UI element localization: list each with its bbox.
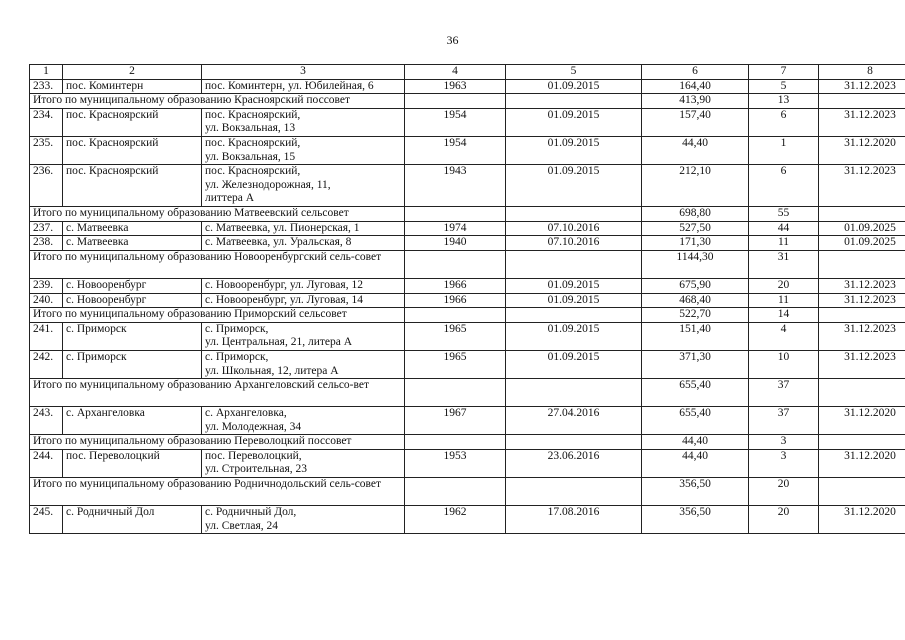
year-cell: 1974 — [405, 221, 506, 236]
empty-cell — [506, 435, 642, 450]
column-header: 8 — [819, 65, 905, 80]
area-cell: 371,30 — [642, 350, 749, 378]
column-header: 2 — [63, 65, 202, 80]
area-cell: 655,40 — [642, 407, 749, 435]
subtotal-row — [30, 308, 905, 323]
subtotal-row — [30, 207, 905, 222]
address-cell — [202, 136, 405, 164]
subtotal-residents: 3 — [749, 435, 819, 450]
subtotal-label: Итого по муниципальному образованию Новооренбургский сель-совет — [30, 250, 405, 278]
address-cell — [202, 449, 405, 477]
year-cell: 1943 — [405, 165, 506, 207]
address-line: с. Приморск, — [205, 350, 269, 363]
area-cell: 44,40 — [642, 449, 749, 477]
address-cell — [202, 293, 405, 308]
empty-cell — [506, 478, 642, 506]
empty-cell — [506, 94, 642, 109]
empty-cell — [819, 94, 905, 109]
address-cell — [202, 108, 405, 136]
date-cell: 01.09.2015 — [506, 350, 642, 378]
settlement-cell: с. Архангеловка — [63, 407, 202, 435]
area-cell: 44,40 — [642, 136, 749, 164]
residents-cell: 1 — [749, 136, 819, 164]
deadline-cell: 31.12.2020 — [819, 506, 905, 534]
settlement-cell: пос. Переволоцкий — [63, 449, 202, 477]
subtotal-residents: 20 — [749, 478, 819, 506]
deadline-cell: 31.12.2023 — [819, 293, 905, 308]
date-cell: 27.04.2016 — [506, 407, 642, 435]
subtotal-label: Итого по муниципальному образованию Родничнодольский сель-совет — [30, 478, 405, 506]
address-line: с. Архангеловка, — [205, 407, 287, 420]
address-line: ул. Строительная, 23 — [205, 463, 307, 476]
empty-cell — [405, 250, 506, 278]
table-row — [30, 350, 905, 378]
subtotal-area: 413,90 — [642, 94, 749, 109]
empty-cell — [405, 379, 506, 407]
empty-cell — [405, 308, 506, 323]
address-line: ул. Железнодорожная, 11, — [205, 178, 331, 191]
deadline-cell: 31.12.2020 — [819, 136, 905, 164]
row-number: 237. — [30, 221, 63, 236]
area-cell: 171,30 — [642, 236, 749, 251]
settlement-cell: пос. Красноярский — [63, 108, 202, 136]
deadline-cell: 31.12.2023 — [819, 108, 905, 136]
row-number: 238. — [30, 236, 63, 251]
address-line: ул. Центральная, 21, литера А — [205, 336, 353, 349]
table-row — [30, 236, 905, 251]
row-number: 234. — [30, 108, 63, 136]
address-line: пос. Переволоцкий, — [205, 449, 302, 462]
empty-cell — [819, 207, 905, 222]
year-cell: 1965 — [405, 350, 506, 378]
area-cell: 212,10 — [642, 165, 749, 207]
residents-cell: 20 — [749, 506, 819, 534]
page-number: 36 — [446, 33, 459, 47]
column-header: 6 — [642, 65, 749, 80]
area-cell: 527,50 — [642, 221, 749, 236]
area-cell: 164,40 — [642, 79, 749, 94]
address-line: пос. Красноярский, — [205, 136, 301, 149]
year-cell: 1962 — [405, 506, 506, 534]
table-row — [30, 506, 905, 534]
subtotal-area: 655,40 — [642, 379, 749, 407]
year-cell: 1954 — [405, 136, 506, 164]
residents-cell: 6 — [749, 165, 819, 207]
address-line: с. Новооренбург, ул. Луговая, 14 — [205, 293, 363, 306]
subtotal-area: 1144,30 — [642, 250, 749, 278]
table-body — [30, 65, 905, 534]
subtotal-area: 44,40 — [642, 435, 749, 450]
residents-cell: 6 — [749, 108, 819, 136]
address-cell — [202, 278, 405, 293]
date-cell: 01.09.2015 — [506, 136, 642, 164]
subtotal-row — [30, 94, 905, 109]
empty-cell — [819, 250, 905, 278]
address-line: пос. Красноярский, — [205, 108, 301, 121]
area-cell: 468,40 — [642, 293, 749, 308]
address-cell — [202, 221, 405, 236]
address-cell — [202, 322, 405, 350]
address-line: ул. Светлая, 24 — [205, 519, 278, 532]
year-cell: 1954 — [405, 108, 506, 136]
empty-cell — [405, 207, 506, 222]
settlement-cell: с. Новооренбург — [63, 278, 202, 293]
area-cell: 151,40 — [642, 322, 749, 350]
subtotal-row — [30, 379, 905, 407]
settlement-cell: пос. Красноярский — [63, 136, 202, 164]
settlement-cell: с. Матвеевка — [63, 236, 202, 251]
address-cell — [202, 350, 405, 378]
subtotal-label: Итого по муниципальному образованию Переволоцкий поссовет — [30, 435, 405, 450]
deadline-cell: 31.12.2020 — [819, 449, 905, 477]
address-line: с. Приморск, — [205, 322, 269, 335]
table-row — [30, 293, 905, 308]
subtotal-area: 356,50 — [642, 478, 749, 506]
subtotal-area: 698,80 — [642, 207, 749, 222]
residents-cell: 11 — [749, 236, 819, 251]
area-cell: 675,90 — [642, 278, 749, 293]
subtotal-residents: 37 — [749, 379, 819, 407]
date-cell: 17.08.2016 — [506, 506, 642, 534]
deadline-cell: 31.12.2023 — [819, 278, 905, 293]
deadline-cell: 31.12.2023 — [819, 350, 905, 378]
settlement-cell: пос. Красноярский — [63, 165, 202, 207]
row-number: 235. — [30, 136, 63, 164]
date-cell: 07.10.2016 — [506, 221, 642, 236]
address-line: с. Новооренбург, ул. Луговая, 12 — [205, 278, 363, 291]
address-line: с. Матвеевка, ул. Уральская, 8 — [205, 236, 352, 249]
row-number: 244. — [30, 449, 63, 477]
year-cell: 1967 — [405, 407, 506, 435]
deadline-cell: 31.12.2020 — [819, 407, 905, 435]
row-number: 233. — [30, 79, 63, 94]
settlement-cell: пос. Коминтерн — [63, 79, 202, 94]
subtotal-label: Итого по муниципальному образованию Приморский сельсовет — [30, 308, 405, 323]
column-number-row — [30, 65, 905, 80]
residents-cell: 20 — [749, 278, 819, 293]
table-row — [30, 165, 905, 207]
table-row — [30, 449, 905, 477]
subtotal-area: 522,70 — [642, 308, 749, 323]
year-cell: 1966 — [405, 278, 506, 293]
deadline-cell: 01.09.2025 — [819, 236, 905, 251]
subtotal-label: Итого по муниципальному образованию Архангеловский сельсо-вет — [30, 379, 405, 407]
address-cell — [202, 506, 405, 534]
empty-cell — [506, 250, 642, 278]
address-line: ул. Школьная, 12, литера А — [205, 364, 339, 377]
subtotal-residents: 13 — [749, 94, 819, 109]
subtotal-residents: 31 — [749, 250, 819, 278]
empty-cell — [819, 478, 905, 506]
column-header: 4 — [405, 65, 506, 80]
year-cell: 1940 — [405, 236, 506, 251]
date-cell: 01.09.2015 — [506, 278, 642, 293]
empty-cell — [819, 435, 905, 450]
table-row — [30, 407, 905, 435]
deadline-cell: 01.09.2025 — [819, 221, 905, 236]
residents-cell: 5 — [749, 79, 819, 94]
settlement-cell: с. Приморск — [63, 350, 202, 378]
year-cell: 1963 — [405, 79, 506, 94]
address-line: с. Матвеевка, ул. Пионерская, 1 — [205, 221, 360, 234]
deadline-cell: 31.12.2023 — [819, 165, 905, 207]
year-cell: 1965 — [405, 322, 506, 350]
residents-cell: 3 — [749, 449, 819, 477]
table-row — [30, 136, 905, 164]
date-cell: 01.09.2015 — [506, 293, 642, 308]
residents-cell: 11 — [749, 293, 819, 308]
empty-cell — [819, 379, 905, 407]
subtotal-row — [30, 478, 905, 506]
column-header: 1 — [30, 65, 63, 80]
area-cell: 356,50 — [642, 506, 749, 534]
row-number: 240. — [30, 293, 63, 308]
deadline-cell: 31.12.2023 — [819, 322, 905, 350]
row-number: 239. — [30, 278, 63, 293]
address-line: с. Родничный Дол, — [205, 506, 297, 519]
residents-cell: 37 — [749, 407, 819, 435]
settlement-cell: с. Матвеевка — [63, 221, 202, 236]
table-row — [30, 221, 905, 236]
address-line: ул. Вокзальная, 15 — [205, 150, 296, 163]
empty-cell — [405, 94, 506, 109]
subtotal-residents: 55 — [749, 207, 819, 222]
date-cell: 01.09.2015 — [506, 322, 642, 350]
address-line: ул. Вокзальная, 13 — [205, 122, 296, 135]
date-cell: 01.09.2015 — [506, 165, 642, 207]
subtotal-row — [30, 435, 905, 450]
residents-cell: 44 — [749, 221, 819, 236]
subtotal-label: Итого по муниципальному образованию Красноярский поссовет — [30, 94, 405, 109]
address-cell — [202, 79, 405, 94]
subtotal-residents: 14 — [749, 308, 819, 323]
address-cell — [202, 165, 405, 207]
residents-cell: 4 — [749, 322, 819, 350]
row-number: 245. — [30, 506, 63, 534]
date-cell: 01.09.2015 — [506, 108, 642, 136]
settlement-cell: с. Новооренбург — [63, 293, 202, 308]
row-number: 241. — [30, 322, 63, 350]
empty-cell — [506, 308, 642, 323]
table-row — [30, 278, 905, 293]
address-line: пос. Красноярский, — [205, 165, 301, 178]
row-number: 236. — [30, 165, 63, 207]
table-row — [30, 79, 905, 94]
settlement-cell: с. Родничный Дол — [63, 506, 202, 534]
subtotal-row — [30, 250, 905, 278]
empty-cell — [819, 308, 905, 323]
date-cell: 01.09.2015 — [506, 79, 642, 94]
housing-registry-table — [29, 64, 905, 534]
row-number: 243. — [30, 407, 63, 435]
empty-cell — [506, 207, 642, 222]
date-cell: 23.06.2016 — [506, 449, 642, 477]
column-header: 3 — [202, 65, 405, 80]
column-header: 7 — [749, 65, 819, 80]
year-cell: 1953 — [405, 449, 506, 477]
area-cell: 157,40 — [642, 108, 749, 136]
deadline-cell: 31.12.2023 — [819, 79, 905, 94]
address-cell — [202, 407, 405, 435]
column-header: 5 — [506, 65, 642, 80]
empty-cell — [405, 435, 506, 450]
empty-cell — [506, 379, 642, 407]
subtotal-label: Итого по муниципальному образованию Матвеевский сельсовет — [30, 207, 405, 222]
date-cell: 07.10.2016 — [506, 236, 642, 251]
year-cell: 1966 — [405, 293, 506, 308]
settlement-cell: с. Приморск — [63, 322, 202, 350]
address-cell — [202, 236, 405, 251]
row-number: 242. — [30, 350, 63, 378]
table-row — [30, 322, 905, 350]
address-line: литтера А — [205, 192, 255, 205]
address-line: пос. Коминтерн, ул. Юбилейная, 6 — [205, 79, 374, 92]
empty-cell — [405, 478, 506, 506]
address-line: ул. Молодежная, 34 — [205, 420, 302, 433]
residents-cell: 10 — [749, 350, 819, 378]
table-row — [30, 108, 905, 136]
